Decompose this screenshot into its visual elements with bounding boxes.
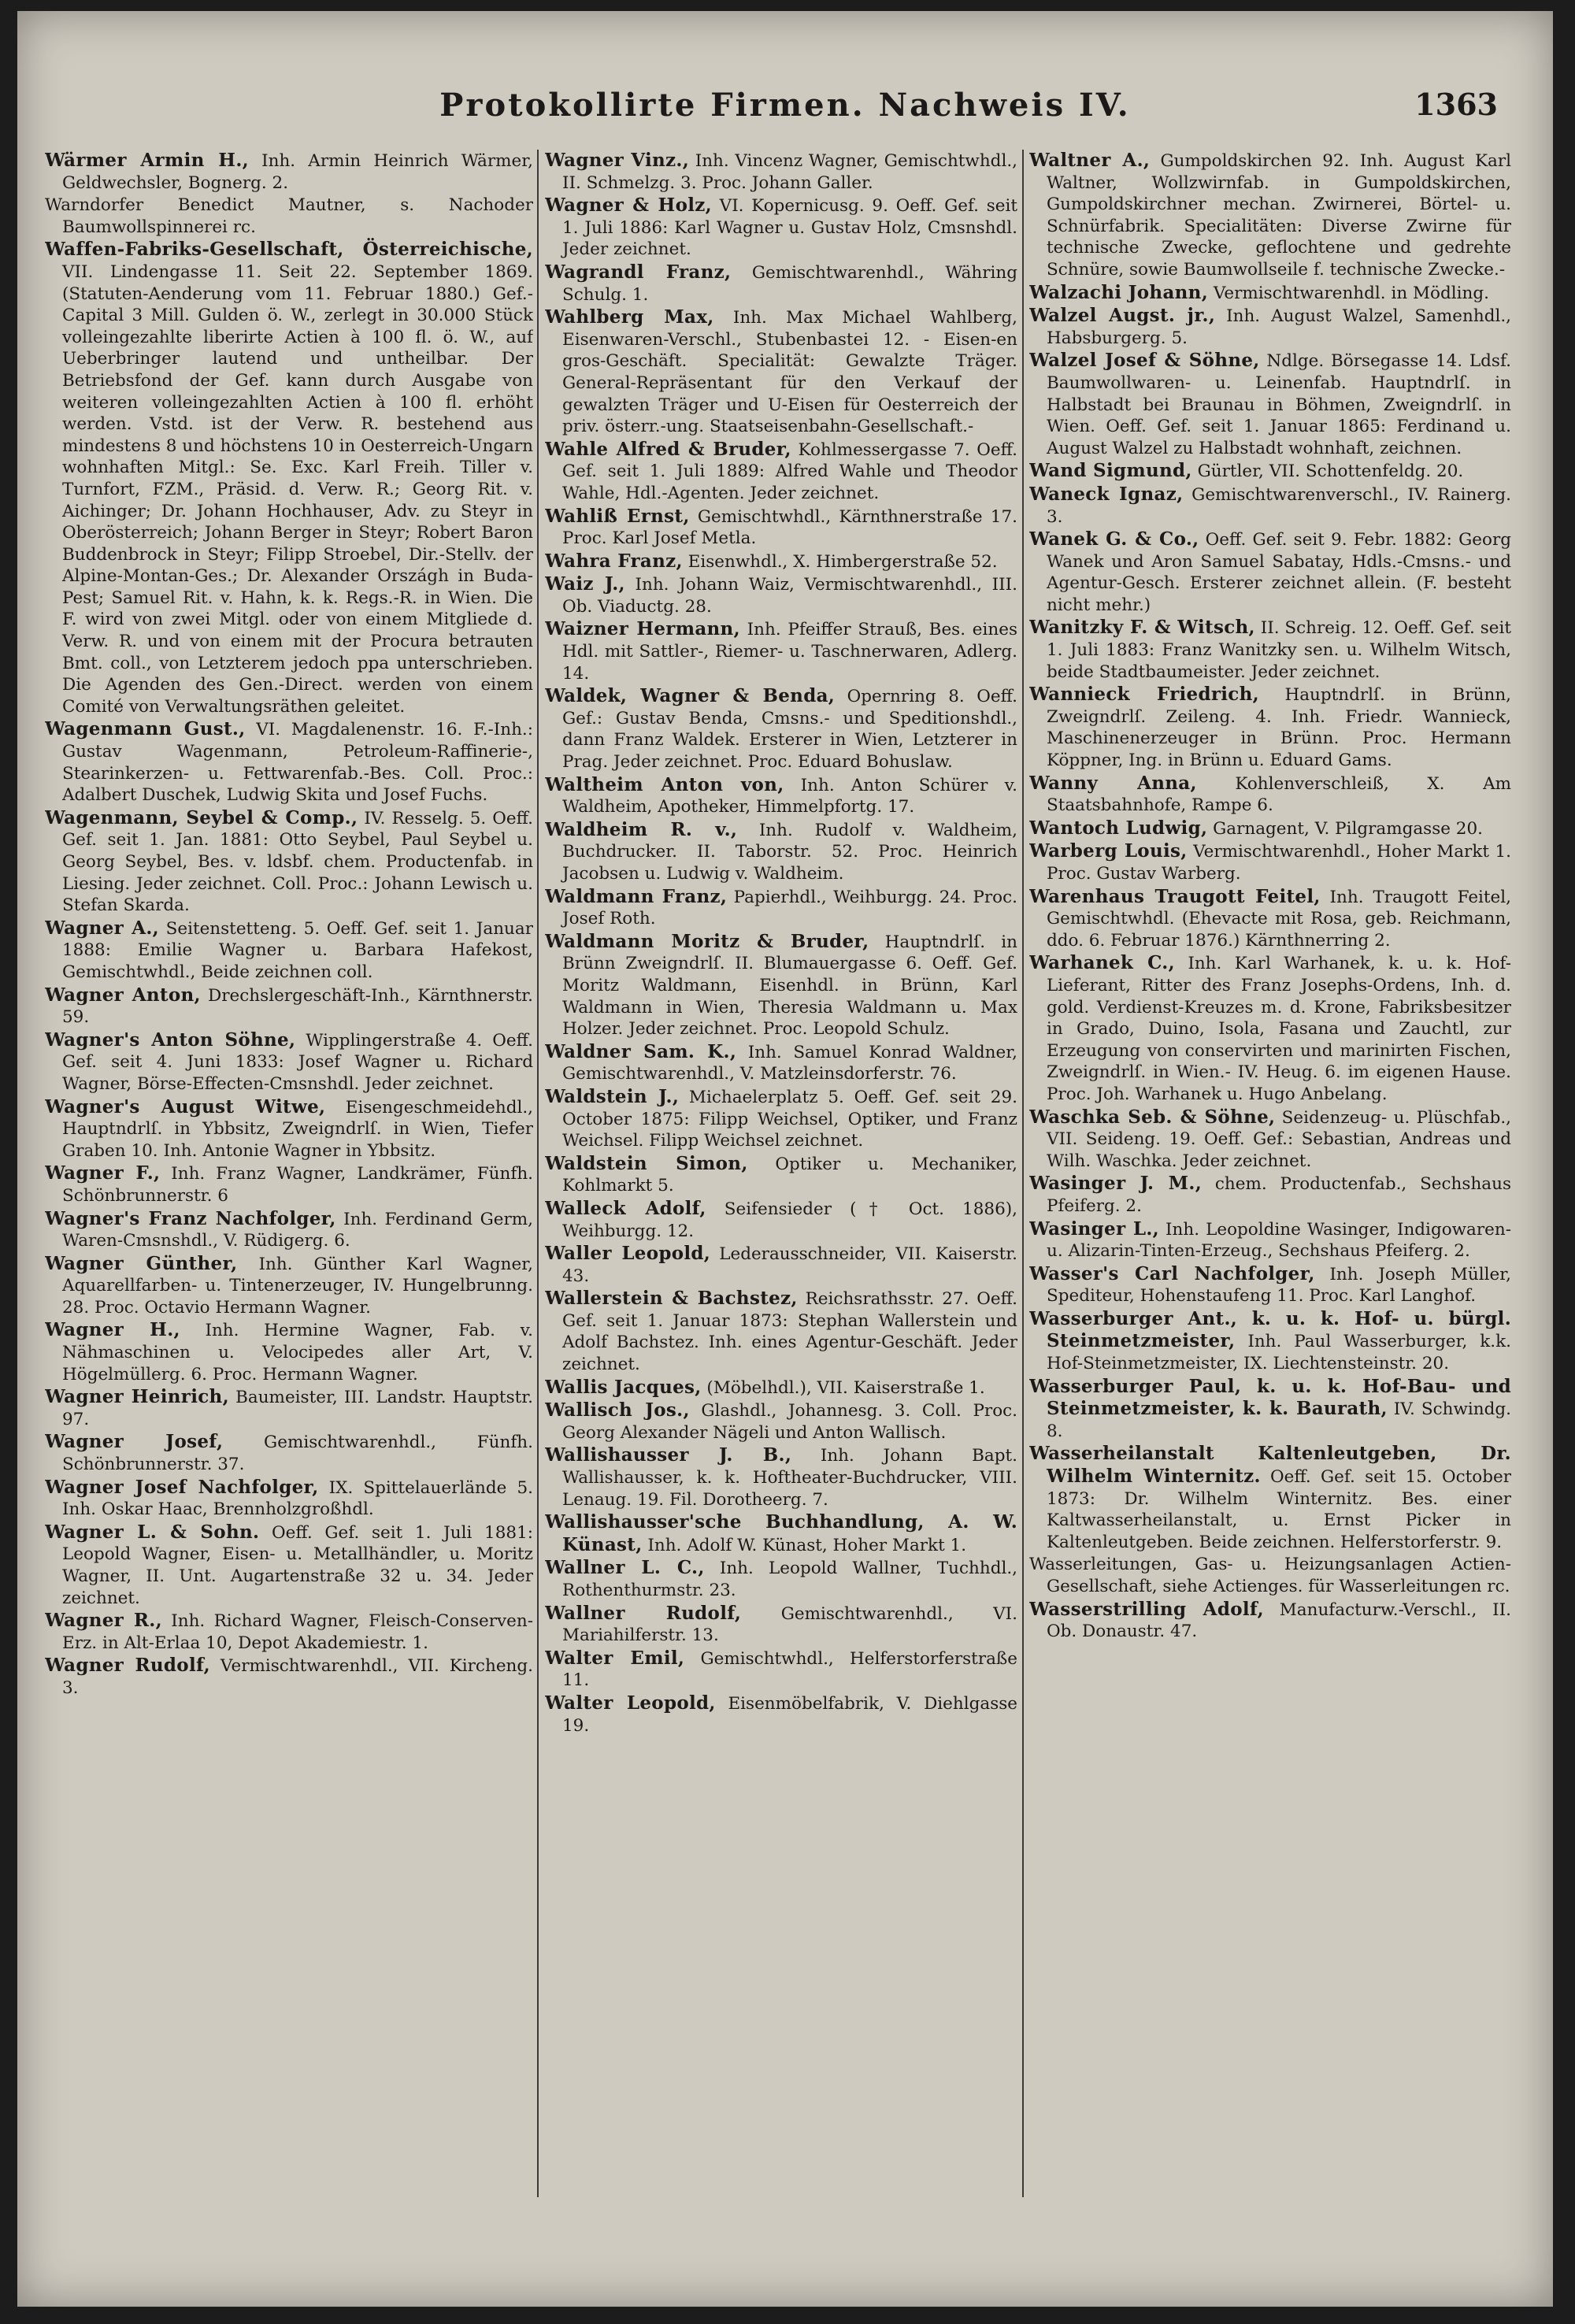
directory-entry: [1029, 684, 1511, 771]
firm-name: Wagrandl Franz,: [545, 261, 732, 283]
firm-details: Wasserleitungen, Gas- u. Heizungsanlagen Actien-Gesellschaft, siehe Actienges. für Wasserleitungen rc.: [1029, 1555, 1511, 1596]
firm-name: Walter Leopold,: [545, 1692, 716, 1714]
firm-name: Wasserheilanstalt Kaltenleutgeben, Dr. Wilhelm Winternitz.: [1029, 1443, 1511, 1488]
firm-details: Gemischtwarenhdl., Fünfh. Schönbrunnerstr. 37.: [62, 1433, 533, 1475]
directory-entry: [1029, 528, 1511, 616]
firm-details: Inh. Adolf W. Künast, Hoher Markt 1.: [642, 1535, 967, 1555]
directory-entry: [1029, 1443, 1511, 1553]
firm-details: Drechslergeschäft-Inh., Kärnthnerstr. 59.: [62, 985, 533, 1028]
directory-entry: [545, 439, 1017, 505]
firm-name: Walleck Adolf,: [545, 1197, 706, 1219]
firm-details: Michaelerplatz 5. Oeff. Gef. seit 29. October 1875: Filipp Weichsel, Optiker, und Franz Weichsel. Filipp Weichsel zeichnet.: [562, 1087, 1017, 1151]
firm-details: Seidenzeug- u. Plüschfab., VII. Seideng. 19. Oeff. Gef.: Sebastian, Andreas und Wilh. Waschka. Jeder zeichnet.: [1047, 1107, 1511, 1171]
directory-entry: [45, 1655, 533, 1699]
firm-details: Oeff. Gef. seit 1. Juli 1881: Leopold Wagner, Eisen- u. Metallhändler, u. Moritz Wagner, II. Unt. Augartenstraße 32 u. 34. Jeder zeichnet.: [62, 1522, 533, 1608]
directory-entry: [1029, 150, 1511, 281]
firm-details: Inh. Traugott Feitel, Gemischtwhdl. (Ehevacte mit Rosa, geb. Reichmann, ddo. 6. Februar 1876.) Kärnthnerring 2.: [1047, 887, 1511, 951]
firm-name: Waldstein Simon,: [545, 1152, 748, 1174]
firm-name: Wagner R.,: [45, 1610, 162, 1632]
directory-entry: [545, 306, 1017, 438]
firm-name: Wagenmann Gust.,: [45, 718, 246, 740]
directory-entry: [45, 150, 533, 194]
firm-details: Inh. Paul Wasserburger, k.k. Hof-Steinmetzmeister, IX. Liechtensteinstr. 20.: [1047, 1332, 1511, 1374]
firm-name: Waltheim Anton von,: [545, 773, 784, 795]
directory-entry: [545, 1198, 1017, 1242]
firm-name: Wallisch Jos.,: [545, 1399, 690, 1421]
firm-name: Wallerstein & Bachstez,: [545, 1288, 798, 1310]
column-1: [45, 150, 533, 2276]
firm-details: Vermischtwarenhdl. in Mödling.: [1208, 283, 1489, 303]
firm-details: Inh. Richard Wagner, Fleisch-Conserven-Erz. in Alt-Erlaa 10, Depot Akademiestr. 1.: [62, 1611, 533, 1653]
firm-details: Kohlmessergasse 7. Oeff. Gef. seit 1. Juli 1889: Alfred Wahle und Theodor Wahle, Hdl.-Agenten. Jeder zeichnet.: [562, 439, 1017, 503]
firm-name: Waffen-Fabriks-Gesellschaft, Österreichische,: [45, 239, 533, 261]
directory-entry: [45, 1386, 533, 1430]
firm-details: Inh. Johann Waiz, Vermischtwarenhdl., III. Ob. Viaductg. 28.: [562, 575, 1017, 617]
firm-details: IX. Spittelauerlände 5. Inh. Oskar Haac, Brennholzgroßhdl.: [62, 1477, 533, 1520]
firm-name: Waldheim R. v.,: [545, 818, 738, 840]
directory-entry: [1029, 484, 1511, 528]
firm-name: Wahlberg Max,: [545, 306, 714, 328]
column-divider: [1022, 150, 1024, 2197]
firm-details: Eisenmöbelfabrik, V. Diehlgasse 19.: [562, 1693, 1017, 1736]
directory-entry: [545, 1603, 1017, 1647]
directory-entry: [45, 718, 533, 806]
firm-details: Inh. August Walzel, Samenhdl., Habsburgerg. 5.: [1047, 306, 1511, 348]
firm-name: Wallishausser'sche Buchhandlung, A. W. Künast,: [545, 1511, 1017, 1555]
firm-details: Vermischtwarenhdl., VII. Kircheng. 3.: [62, 1656, 533, 1698]
directory-entry: [1029, 460, 1511, 483]
directory-entry: [1029, 1218, 1511, 1262]
directory-entry: [545, 618, 1017, 684]
firm-name: Wanitzky F. & Witsch,: [1029, 617, 1255, 639]
firm-name: Wagner L. & Sohn.: [45, 1521, 260, 1543]
page-header: [17, 87, 1553, 134]
firm-details: VI. Magdalenenstr. 16. F.-Inh.: Gustav Wagenmann, Petroleum-Raffinerie-, Stearinkerzen- u. Fettwarenfab.-Bes. Coll. Proc.: Adalbert Duschek, Ludwig Skita und Josef Fuchs.: [62, 720, 533, 806]
firm-name: Wasserburger Paul, k. u. k. Hof-Bau- und Steinmetzmeister, k. k. Baurath,: [1029, 1375, 1511, 1420]
firm-name: Wagner's Franz Nachfolger,: [45, 1207, 336, 1229]
firm-name: Wahle Alfred & Bruder,: [545, 438, 791, 460]
firm-name: Wantoch Ludwig,: [1029, 817, 1208, 839]
firm-details: II. Schreig. 12. Oeff. Gef. seit 1. Juli 1883: Franz Wanitzky sen. u. Wilhelm Witsch, beide Stadtbaumeister. Jeder zeichnet.: [1047, 618, 1511, 682]
directory-entry: [545, 931, 1017, 1040]
firm-details: Lederausschneider, VII. Kaiserstr. 43.: [562, 1244, 1017, 1286]
firm-details: Papierhdl., Weihburgg. 24. Proc. Josef Roth.: [562, 887, 1017, 929]
firm-details: Inh. Joseph Müller, Spediteur, Hohenstaufeng 11. Proc. Karl Langhof.: [1047, 1264, 1511, 1307]
directory-entry: [45, 1477, 533, 1521]
column-3: [1029, 150, 1511, 2276]
firm-name: Waschka Seb. & Söhne,: [1029, 1106, 1276, 1128]
firm-details: Inh. Rudolf v. Waldheim, Buchdrucker. II. Taborstr. 52. Proc. Heinrich Jacobsen u. Ludwig v. Waldheim.: [562, 820, 1017, 884]
firm-name: Wagner Rudolf,: [45, 1655, 210, 1677]
directory-entry: [1029, 840, 1511, 884]
directory-entry: [45, 1096, 533, 1162]
directory-entry: [1029, 1308, 1511, 1375]
firm-name: Wallner L. C.,: [545, 1557, 705, 1579]
firm-details: Garnagent, V. Pilgramgasse 20.: [1207, 818, 1483, 839]
directory-page: [17, 11, 1553, 2307]
directory-entry: [545, 774, 1017, 818]
firm-name: Wanny Anna,: [1029, 772, 1197, 794]
firm-name: Wahra Franz,: [545, 550, 683, 572]
directory-entry: [545, 1399, 1017, 1444]
directory-entry: [545, 150, 1017, 194]
directory-entry: [545, 1243, 1017, 1287]
firm-details: Inh. Vincenz Wagner, Gemischtwhdl., II. Schmelzg. 3. Proc. Johann Galler.: [562, 151, 1017, 193]
firm-details: Oeff. Gef. seit 15. October 1873: Dr. Wilhelm Winternitz. Bes. einer Kaltwasserheilanstalt, u. Ernst Picker in Kaltenleutgeben. Beide zeichnen. Helferstorferstr. 9.: [1047, 1467, 1511, 1552]
firm-name: Waldstein J.,: [545, 1085, 680, 1107]
firm-name: Wagner's August Witwe,: [45, 1095, 326, 1118]
firm-details: chem. Productenfab., Sechshaus Pfeiferg. 2.: [1047, 1174, 1511, 1216]
directory-entry: [45, 195, 533, 238]
directory-entry: [45, 1522, 533, 1609]
firm-name: Walzachi Johann,: [1029, 281, 1209, 303]
firm-details: Seifensieder († Oct. 1886), Weihburgg. 12.: [562, 1199, 1017, 1241]
firm-name: Wagner & Holz,: [545, 195, 712, 217]
directory-entry: [45, 1431, 533, 1475]
firm-details: VI. Kopernicusg. 9. Oeff. Gef. seit 1. Juli 1886: Karl Wagner u. Gustav Holz, Cmsnshdl. Jeder zeichnet.: [562, 196, 1017, 260]
firm-details: Gürtler, VII. Schottenfeldg. 20.: [1191, 461, 1464, 482]
firm-name: Warberg Louis,: [1029, 840, 1188, 862]
directory-entry: [1029, 817, 1511, 840]
firm-details: Inh. Pfeiffer Strauß, Bes. eines Hdl. mit Sattler-, Riemer- u. Taschnerwaren, Adlerg. 14.: [562, 620, 1017, 684]
directory-entry: [45, 1319, 533, 1385]
firm-details: Hauptndrlſ. in Brünn Zweigndrlſ. II. Blumauergasse 6. Oeff. Gef. Moritz Waldmann, Eisenhdl. in Brünn, Karl Waldmann in Wien, Theresia Waldmann u. Max Holzer. Jeder zeichnet. Proc. Leopold Schulz.: [562, 932, 1017, 1040]
firm-name: Waldmann Franz,: [545, 885, 728, 907]
firm-details: Gemischtwhdl., Kärnthnerstraße 17. Proc. Karl Josef Metla.: [562, 506, 1017, 549]
directory-entry: [545, 1041, 1017, 1085]
firm-name: Waldmann Moritz & Bruder,: [545, 930, 869, 952]
directory-entry: [45, 807, 533, 917]
directory-entry: [545, 886, 1017, 930]
directory-entry: [545, 573, 1017, 617]
firm-details: Inh. Günther Karl Wagner, Aquarellfarben- u. Tintenerzeuger, IV. Hungelbrunng. 28. Proc. Octavio Hermann Wagner.: [62, 1254, 533, 1318]
firm-name: Wagner Vinz.,: [545, 150, 690, 171]
directory-entry: [545, 1511, 1017, 1556]
firm-name: Wagner Heinrich,: [45, 1386, 229, 1408]
firm-details: Eisenwhdl., X. Himbergerstraße 52.: [682, 551, 998, 572]
firm-details: Gumpoldskirchen 92. Inh. August Karl Waltner, Wollzwirnfab. in Gumpoldskirchen, Gumpoldskirchner mechan. Zwirnerei, Börtel- u. Schnürfabrik. Specialitäten: Diverse Zwirne für technische Zwecke, geflochtene und gedrehte Schnüre, sowie Baumwollseile f. technische Zwecke.-: [1047, 151, 1511, 280]
directory-entry: [545, 1086, 1017, 1152]
firm-details: Inh. Johann Bapt. Wallishausser, k. k. Hoftheater-Buchdrucker, VIII. Lenaug. 19. Fil. Dorotheerg. 7.: [562, 1446, 1017, 1510]
firm-details: IV. Resselg. 5. Oeff. Gef. seit 1. Jan. 1881: Otto Seybel, Paul Seybel u. Georg Seybel, Bes. v. ldsbf. chem. Productenfab. in Liesing. Jeder zeichnet. Coll. Proc.: Johann Lewisch u. Stefan Skarda.: [62, 808, 533, 916]
directory-entry: [545, 195, 1017, 261]
firm-name: Walter Emil,: [545, 1647, 685, 1669]
directory-entry: [1029, 617, 1511, 683]
directory-entry: [1029, 350, 1511, 459]
firm-name: Wagner Günther,: [45, 1252, 238, 1274]
firm-name: Waldner Sam. K.,: [545, 1040, 737, 1062]
firm-name: Wagner Anton,: [45, 984, 201, 1006]
firm-name: Wasinger J. M.,: [1029, 1173, 1203, 1195]
firm-details: Warndorfer Benedict Mautner, s. Nachoder Baumwollspinnerei rc.: [45, 195, 533, 237]
firm-details: Inh. Max Michael Wahlberg, Eisenwaren-Verschl., Stubenbastei 12. - Eisen-en gros-Geschäft. Specialität: Gewalzte Träger. General-Repräsentant für den Verkauf der gewalzten Träger und U-Eisen für Oesterreich der priv. österr.-ung. Staatseisenbahn-Gesellschaft.-: [562, 308, 1017, 437]
directory-entry: [1029, 952, 1511, 1105]
directory-entry: [45, 984, 533, 1029]
directory-entry: [1029, 1173, 1511, 1217]
directory-entry: [545, 1153, 1017, 1197]
firm-details: Gemischtwarenhdl., VI. Mariahilferstr. 13.: [562, 1603, 1017, 1646]
firm-details: Eisengeschmeidehdl., Hauptndrlſ. in Ybbsitz, Zweigndrlſ. in Wien, Tiefer Graben 10. Inh. Antonie Wagner in Ybbsitz.: [62, 1097, 533, 1161]
firm-details: VII. Lindengasse 11. Seit 22. September 1869. (Statuten-Aenderung vom 11. Februar 1880.) Gef.-Capital 3 Mill. Gulden ö. W., zerlegt in 30.000 Stück volleingezahlte liberirte Actien à 100 fl. ö. W., auf Ueberbringer lautend und untheilbar. Der Betriebsfond der Gef. kann durch Ausgabe von weiteren volleingezahlten Actien à 100 fl. erhöht werden. Vstd. ist der Verw. R. bestehend aus mindestens 8 und höchstens 10 in Oesterreich-Ungarn wohnhaften Mitgl.: Se. Exc. Karl Freih. Tiller v. Turnfort, FZM., Präsid. d. Verw. R.; Georg Rit. v. Aichinger; Dr. Johann Hochhauser, Adv. zu Steyr in Oberösterreich; Johann Berger in Steyr; Robert Baron Buddenbrock in Steyr; Filipp Stroebel, Dir.-Stellv. der Alpine-Montan-Ges.; Dr. Alexander Országh in Buda-Pest; Samuel Rit. v. Hahn, k. k. Regs.-R. in Wien. Die F. wird von zwei Mitgl. oder von einem Mitgliede d. Verw. R. und von einem mit der Procura betrauten Bmt. coll., von Letzterem jedoch ppa unterschrieben. Die Agenden des Gen.-Direct. werden von einem Comité von Verwaltungsräthen geleitet.: [62, 261, 533, 717]
column-divider: [537, 150, 539, 2197]
directory-entry: [1029, 1376, 1511, 1443]
firm-name: Wagner H.,: [45, 1319, 180, 1341]
directory-entry: [545, 1444, 1017, 1510]
directory-entry: [1029, 1263, 1511, 1307]
page-title: Protokollirte Firmen. Nachweis IV.: [439, 87, 1131, 124]
firm-name: Waizner Hermann,: [545, 618, 740, 640]
directory-entry: [1029, 1106, 1511, 1173]
firm-name: Waneck Ignaz,: [1029, 483, 1184, 505]
firm-details: Kohlenverschleiß, X. Am Staatsbahnhofe, Rampe 6.: [1047, 773, 1511, 816]
firm-name: Wasserstrilling Adolf,: [1029, 1598, 1264, 1620]
firm-details: Vermischtwarenhdl., Hoher Markt 1. Proc. Gustav Warberg.: [1047, 842, 1511, 884]
firm-details: Wipplingerstraße 4. Oeff. Gef. seit 4. Juni 1833: Josef Wagner u. Richard Wagner, Börse-Effecten-Cmsnshdl. Jeder zeichnet.: [62, 1030, 533, 1094]
firm-details: Inh. Armin Heinrich Wärmer, Geldwechsler, Bognerg. 2.: [62, 151, 533, 193]
firm-name: Walzel Josef & Söhne,: [1029, 350, 1260, 372]
firm-name: Wahliß Ernst,: [545, 505, 690, 527]
firm-name: Warhanek C.,: [1029, 952, 1175, 974]
directory-entry: [45, 1029, 533, 1095]
firm-name: Wagner Josef,: [45, 1431, 224, 1453]
firm-name: Wanek G. & Co.,: [1029, 528, 1199, 550]
directory-entry: [545, 1288, 1017, 1375]
directory-entry: [45, 1610, 533, 1654]
firm-name: Wärmer Armin H.,: [45, 150, 249, 171]
firm-details: Baumeister, III. Landstr. Hauptstr. 97.: [62, 1388, 533, 1429]
firm-name: Waldek, Wagner & Benda,: [545, 685, 836, 707]
firm-details: Opernring 8. Oeff. Gef.: Gustav Benda, Cmsns.- und Speditionshdl., dann Franz Waldek. Ersterer in Wien, Letzterer in Prag. Jeder zeichnet. Proc. Eduard Bohuslaw.: [562, 687, 1017, 773]
directory-entry: [1029, 1599, 1511, 1643]
directory-entry: [1029, 282, 1511, 305]
directory-entry: [45, 1208, 533, 1252]
firm-details: Inh. Anton Schürer v. Waldheim, Apotheker, Himmelpfortg. 17.: [562, 775, 1017, 817]
firm-details: Inh. Leopold Wallner, Tuchhdl., Rothenthurmstr. 23.: [562, 1559, 1017, 1600]
firm-name: Warenhaus Traugott Feitel,: [1029, 885, 1321, 907]
firm-details: Inh. Franz Wagner, Landkrämer, Fünfh. Schönbrunnerstr. 6: [62, 1164, 533, 1206]
firm-details: Reichsrathsstr. 27. Oeff. Gef. seit 1. Januar 1873: Stephan Wallerstein und Adolf Bachstez. Inh. eines Agentur-Geschäft. Jeder zeichnet.: [562, 1289, 1017, 1375]
firm-name: Wallis Jacques,: [545, 1376, 702, 1398]
directory-entry: [545, 1377, 1017, 1399]
firm-details: Manufacturw.-Verschl., II. Ob. Donaustr. 47.: [1047, 1599, 1511, 1642]
directory-entry: [1029, 305, 1511, 349]
firm-name: Wagner Josef Nachfolger,: [45, 1476, 319, 1498]
firm-details: Optiker u. Mechaniker, Kohlmarkt 5.: [562, 1154, 1017, 1196]
firm-name: Wasinger L.,: [1029, 1218, 1159, 1240]
firm-details: (Möbelhdl.), VII. Kaiserstraße 1.: [701, 1377, 985, 1398]
firm-name: Waltner A.,: [1029, 150, 1151, 171]
firm-details: Gemischtwarenverschl., IV. Rainerg. 3.: [1047, 484, 1511, 527]
directory-entry: [545, 550, 1017, 573]
directory-entry: [545, 261, 1017, 306]
firm-details: Inh. Ferdinand Germ, Waren-Cmsnshdl., V. Rüdigerg. 6.: [62, 1209, 533, 1251]
firm-name: Wallner Rudolf,: [545, 1602, 742, 1624]
directory-entry: [545, 506, 1017, 550]
firm-details: Inh. Karl Warhanek, k. u. k. Hof-Lieferant, Ritter des Franz Josephs-Ordens, Inh. d. gold. Verdienst-Kreuzes m. d. Krone, Fabriksbesitzer in Grado, Duino, Isola, Fasana und Zauchtl, zur Erzeugung von conservirten und marinirten Fischen, Zweigndrlſ. in Wien.- IV. Heug. 6. im eigenen Hause. Proc. Joh. Warhanek u. Hugo Anbelang.: [1047, 954, 1511, 1104]
firm-details: Hauptndrlſ. in Brünn, Zweigndrlſ. Zeileng. 4. Inh. Friedr. Wannieck, Maschinenerzeuger in Brünn. Proc. Hermann Köppner, Ing. in Brünn u. Eduard Gams.: [1047, 685, 1511, 771]
firm-details: Seitenstetteng. 5. Oeff. Gef. seit 1. Januar 1888: Emilie Wagner u. Barbara Hafekost, Gemischtwhdl., Beide zeichnen coll.: [62, 918, 533, 982]
directory-entry: [45, 1162, 533, 1206]
directory-entry: [1029, 886, 1511, 952]
firm-details: Inh. Hermine Wagner, Fab. v. Nähmaschinen u. Velocipedes aller Art, V. Högelmüllerg. 6. Proc. Hermann Wagner.: [62, 1321, 533, 1384]
directory-entry: [545, 1648, 1017, 1692]
firm-name: Wand Sigmund,: [1029, 460, 1192, 482]
directory-entry: [1029, 773, 1511, 817]
column-2: [545, 150, 1017, 2276]
firm-name: Wasser's Carl Nachfolger,: [1029, 1262, 1315, 1284]
firm-details: Oeff. Gef. seit 9. Febr. 1882: Georg Wanek und Aron Samuel Sabatay, Hdls.-Cmsns.- und Agentur-Gesch. Ersterer zeichnet allein. (F. besteht nicht mehr.): [1047, 530, 1511, 615]
firm-name: Waller Leopold,: [545, 1243, 711, 1265]
firm-details: Ndlge. Börsegasse 14. Ldsf. Baumwollwaren- u. Leinenfab. Hauptndrlſ. in Halbstadt bei Braunau in Böhmen, Zweigndrlſ. in Wien. Oeff. Gef. seit 1. Januar 1865: Ferdinand u. August Walzel zu Halbstadt wohnhaft, zeichnen.: [1047, 351, 1511, 458]
firm-name: Waiz J.,: [545, 573, 625, 595]
firm-name: Wasserburger Ant., k. u. k. Hof- u. bürgl. Steinmetzmeister,: [1029, 1307, 1511, 1352]
firm-details: Gemischtwarenhdl., Währing Schulg. 1.: [562, 262, 1017, 305]
firm-details: Glashdl., Johannesg. 3. Coll. Proc. Georg Alexander Nägeli und Anton Wallisch.: [562, 1401, 1017, 1443]
directory-entry: [1029, 1554, 1511, 1597]
page-number: 1363: [1414, 87, 1498, 122]
firm-name: Walzel Augst. jr.,: [1029, 305, 1216, 327]
directory-entry: [45, 1253, 533, 1319]
directory-entry: [545, 685, 1017, 773]
firm-details: Inh. Leopoldine Wasinger, Indigowaren- u. Alizarin-Tinten-Erzeug., Sechshaus Pfeiferg. 2.: [1047, 1219, 1511, 1262]
firm-name: Wagner F.,: [45, 1162, 161, 1184]
directory-entry: [45, 917, 533, 984]
firm-name: Wallishausser J. B.,: [545, 1444, 792, 1466]
firm-name: Wannieck Friedrich,: [1029, 684, 1259, 706]
firm-details: Inh. Samuel Konrad Waldner, Gemischtwarenhdl., V. Matzleinsdorferstr. 76.: [562, 1042, 1017, 1084]
directory-entry: [545, 1557, 1017, 1601]
directory-entry: [45, 239, 533, 717]
directory-entry: [545, 819, 1017, 885]
firm-name: Wagner A.,: [45, 917, 159, 939]
directory-entry: [545, 1692, 1017, 1737]
firm-name: Wagenmann, Seybel & Comp.,: [45, 806, 358, 828]
firm-details: IV. Schwindg. 8.: [1047, 1399, 1511, 1441]
firm-details: Gemischtwhdl., Helferstorferstraße 11.: [562, 1648, 1017, 1691]
firm-name: Wagner's Anton Söhne,: [45, 1029, 296, 1051]
